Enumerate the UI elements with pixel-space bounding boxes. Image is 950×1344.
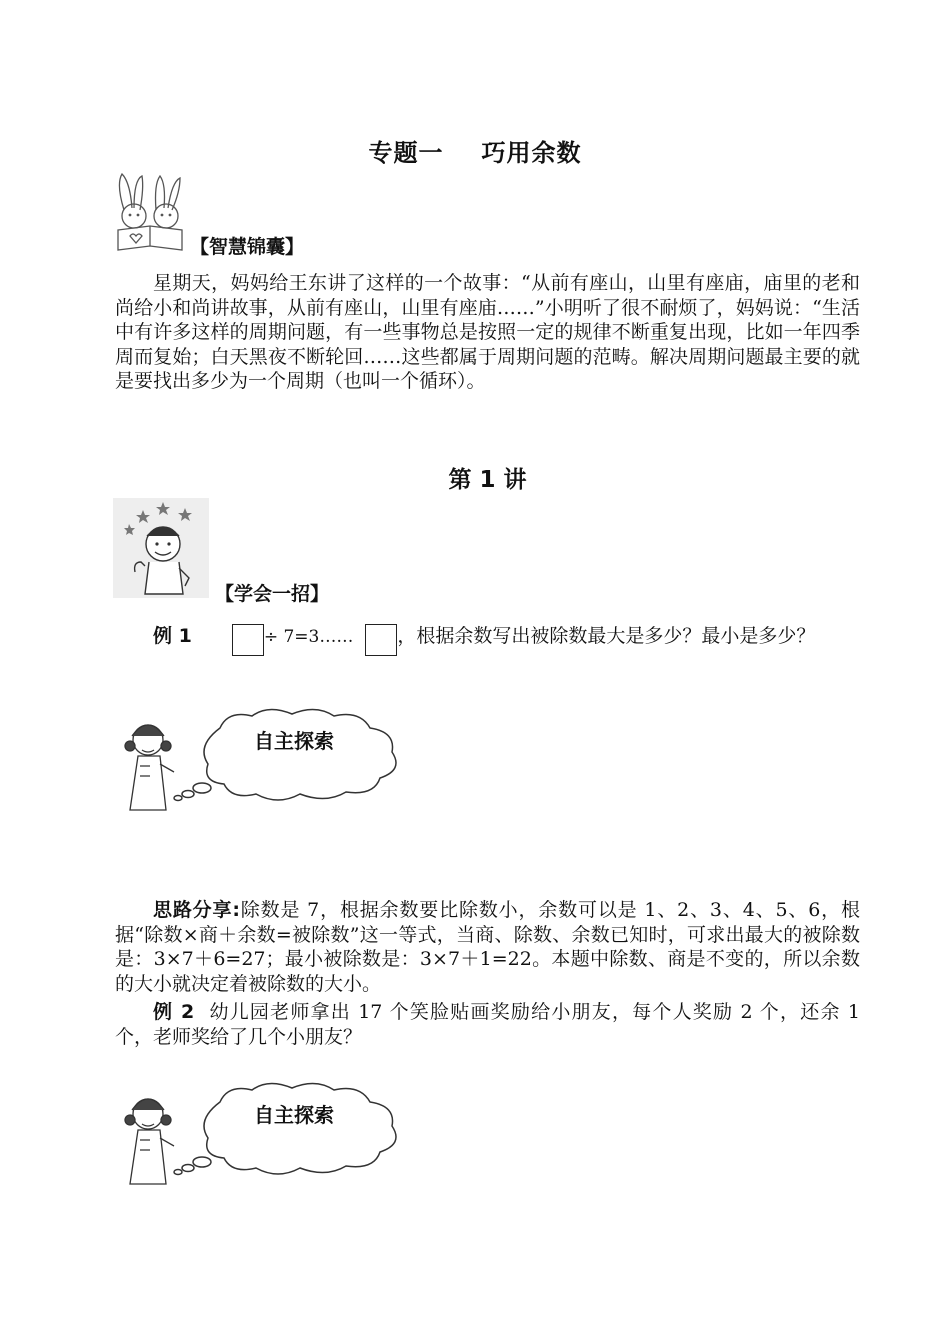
title-subject: 巧用余数 <box>481 139 582 167</box>
story-text: 星期天，妈妈给王东讲了这样的一个故事：“从前有座山，山里有座庙，庙里的老和尚给小和尚讲故事，从前有座山，山里有座庙……”小明听了很不耐烦了，妈妈说：“生活中有许多这样的周期问题，有一些事物总是按照一定的规律不断重复出现，比如一年四季周而复始；白天黑夜不断轮回……这些都属于周期问题的范畴。解决周期问题最主要的就是要找出多少为一个周期（也叫一个循环）。 <box>115 272 860 392</box>
lecture-heading: 第 1 讲 <box>448 467 527 493</box>
section-learn-a-trick: 【学会一招】 <box>215 583 330 605</box>
page-title <box>0 133 950 168</box>
example-1-equation: ÷ 7=3…… <box>263 627 354 647</box>
story-paragraph <box>115 271 860 394</box>
example-1-label: 例 1 <box>153 625 192 647</box>
title-topic: 专题一 <box>368 139 444 167</box>
section-wisdom-tips: 【智慧锦囊】 <box>190 236 305 258</box>
example-2 <box>115 1000 860 1049</box>
analysis-label: 思路分享: <box>153 899 240 921</box>
explore-label-1: 自主探索 <box>254 729 334 753</box>
remainder-blank-box <box>365 624 397 656</box>
explore-girl-cloud-illustration-1 <box>120 706 420 818</box>
explore-label-2: 自主探索 <box>254 1103 334 1127</box>
thumbs-up-boy-illustration <box>113 498 209 598</box>
dividend-blank-box <box>232 624 264 656</box>
example-2-label: 例 2 <box>153 1001 195 1023</box>
analysis-paragraph <box>115 898 860 996</box>
example-1 <box>115 621 860 656</box>
example-1-question: ，根据余数写出被除数最大是多少？最小是多少？ <box>397 625 816 647</box>
example-2-text: 幼儿园老师拿出 17 个笑脸贴画奖励给小朋友，每个人奖励 2 个，还余 1 个，老师奖给了几个小朋友？ <box>115 1001 860 1048</box>
analysis-text: 除数是 7，根据余数要比除数小，余数可以是 1、2、3、4、5、6，根据“除数×商＋余数=被除数”这一等式，当商、除数、余数已知时，可求出最大的被除数是：3×7＋6=27；最小被除数是：3×7＋1=22。本题中除数、商是不变的，所以余数的大小就决定着被除数的大小。 <box>115 899 860 995</box>
bunnies-reading-illustration <box>112 170 190 252</box>
explore-girl-cloud-illustration-2 <box>120 1080 420 1192</box>
